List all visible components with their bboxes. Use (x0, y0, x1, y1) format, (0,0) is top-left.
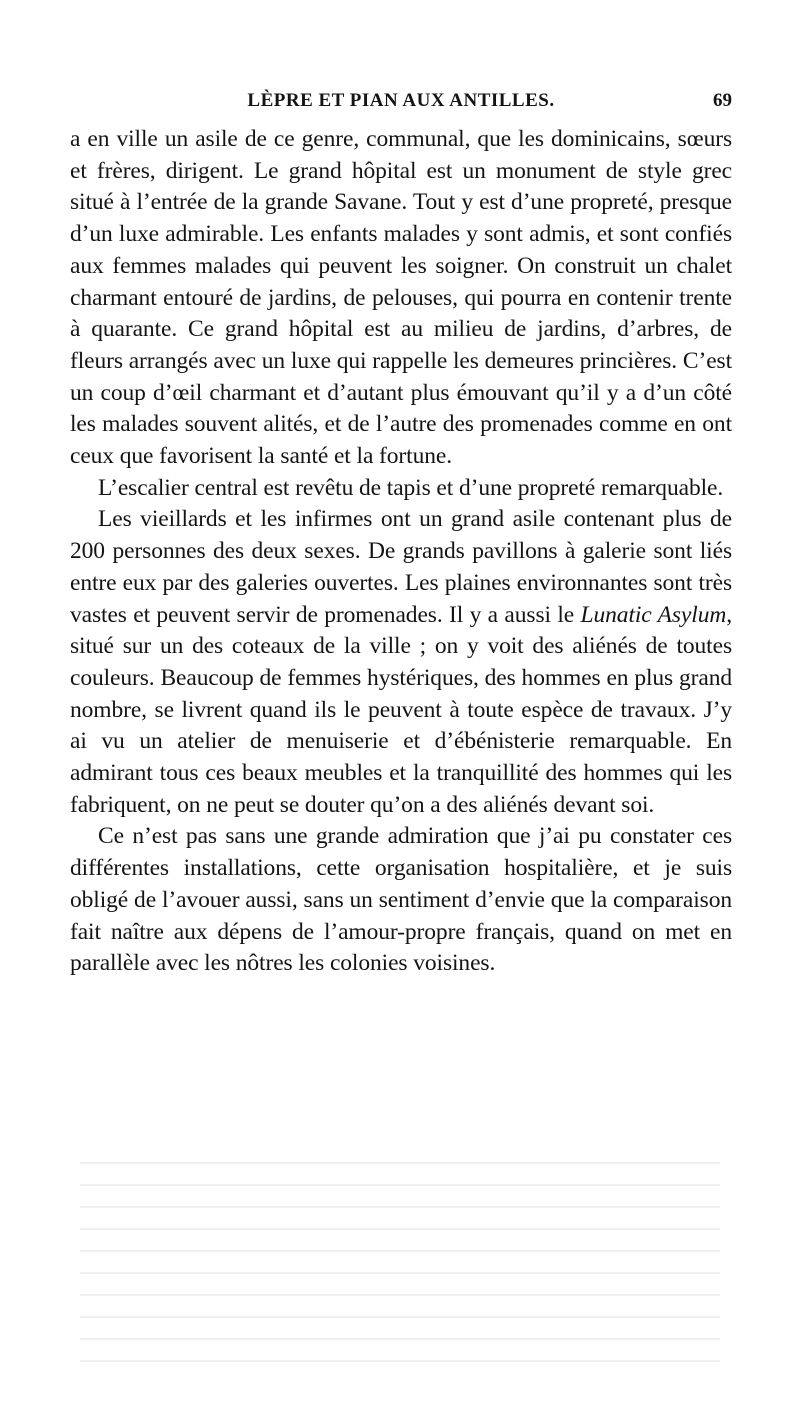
paragraph-3-text-start: Les vieillards et les infirmes ont un grand asile contenant plus de 200 personnes des deux sexes. De grands pavillons à galerie sont liés entre eux par des galeries ouvertes. Les plaines environnantes sont très vastes et peuvent servir de promenades. Il y a aussi le (70, 506, 732, 628)
paragraph-3-text-end: , situé sur un des coteaux de la ville ; on y voit des aliénés de toutes couleurs. Beaucoup de femmes hystériques, des hommes en plus grand nombre, se livrent quand ils le peuvent à toute espèce de travaux. J’y ai vu un atelier de menuiserie et d’ébénisterie remarquable. En admirant tous ces beaux meubles et la tranquillité des hommes qui les fabriquent, on ne peut se douter qu’on a des aliénés devant soi. (70, 601, 732, 818)
paragraph-1: a en ville un asile de ce genre, communal, que les dominicains, sœurs et frères, dirigent. Le grand hôpital est un monument de style grec situé à l’entrée de la grande Savane. Tout y est d’une propreté, presque d’un luxe admirable. Les enfants malades y sont admis, et sont confiés aux femmes malades qui peuvent les soigner. On construit un chalet charmant entouré de jardins, de pelouses, qui pourra en contenir trente à quarante. Ce grand hôpital est au milieu de jardins, d’arbres, de fleurs arrangés avec un luxe qui rappelle les demeures princières. C’est un coup d’œil charmant et d’autant plus émouvant qu’il y a d’un côté les malades souvent alités, et de l’autre des promenades comme en ont ceux que favorisent la santé et la fortune. (70, 126, 732, 470)
running-title: LÈPRE ET PIAN AUX ANTILLES. (247, 90, 555, 111)
paragraph-3 (70, 504, 732, 821)
paragraph-4: Ce n’est pas sans une grande admiration que j’ai pu constater ces différentes installations, cette organisation hospitalière, et je suis obligé de l’avouer aussi, sans un sentiment d’envie que la comparaison fait naître aux dépens de l’amour-propre français, quand on met en parallèle avec les nôtres les colonies voisines. (70, 823, 732, 977)
page-number: 69 (713, 90, 732, 111)
paragraph-2: L’escalier central est revêtu de tapis et d’une propreté remarquable. (98, 474, 724, 501)
body-text (70, 124, 732, 980)
lunatic-asylum-italic: Lunatic Asylum (580, 601, 727, 628)
show-through-texture (80, 1150, 720, 1370)
page-header (70, 80, 732, 120)
